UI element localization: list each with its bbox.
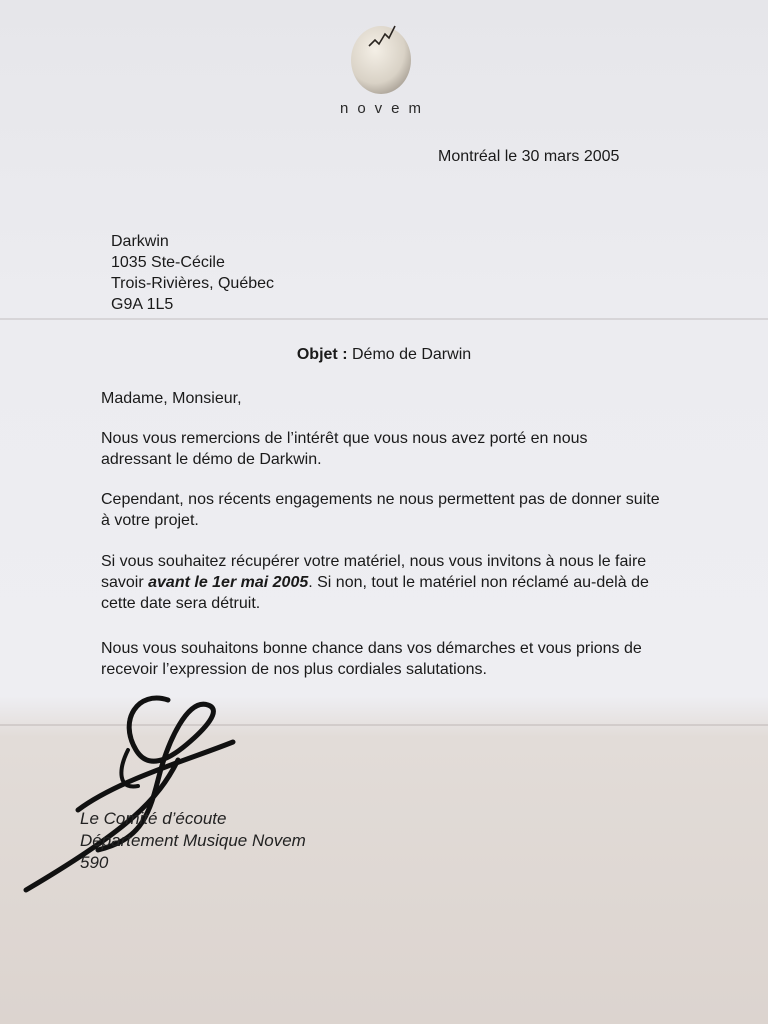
- signatory-department: Département Musique Novem: [80, 831, 306, 850]
- paragraph-text: Nous vous souhaitons bonne chance dans vos démarches et vous prions de recevoir l’expression de nos plus cordiales salutations.: [101, 640, 642, 678]
- paragraph-text: Nous vous remercions de l’intérêt que vous nous avez porté en nous adressant le démo de Darkwin.: [101, 430, 588, 468]
- recipient-postal-code: G9A 1L5: [111, 296, 174, 313]
- salutation: Madame, Monsieur,: [101, 390, 242, 407]
- reference-number: 590: [80, 853, 109, 872]
- paragraph-material-return: [101, 551, 661, 614]
- signature-block: [80, 808, 306, 874]
- paragraph-closing: [101, 638, 661, 680]
- paragraph-text-start: Si vous souhaitez récupérer votre matériel, nous vous invitons à nous le faire savoir: [101, 553, 647, 591]
- paragraph-text: Cependant, nos récents engagements ne nous permettent pas de donner suite à votre projet.: [101, 491, 660, 529]
- recipient-address: [111, 231, 274, 315]
- paragraph-decline: [101, 489, 661, 531]
- signatory-committee: Le Comité d’écoute: [80, 809, 227, 828]
- brand-wordmark: novem: [339, 100, 431, 117]
- subject-line: [0, 346, 768, 364]
- recipient-street: 1035 Ste-Cécile: [111, 254, 225, 271]
- recipient-city: Trois-Rivières, Québec: [111, 275, 275, 292]
- paper-fold: [0, 318, 768, 320]
- egg-logo-icon: [349, 16, 413, 96]
- recipient-name: Darkwin: [111, 233, 169, 250]
- paragraph-text-end: . Si non, tout le matériel non réclamé au-delà de cette date sera détruit.: [101, 574, 649, 612]
- paragraph-thanks: [101, 428, 661, 470]
- letter-date: Montréal le 30 mars 2005: [438, 148, 620, 165]
- subject-text: Démo de Darwin: [351, 346, 472, 363]
- deadline-emphasis: avant le 1er mai 2005: [148, 574, 309, 591]
- subject-label: Objet :: [296, 346, 348, 363]
- paragraph-text: [101, 551, 661, 614]
